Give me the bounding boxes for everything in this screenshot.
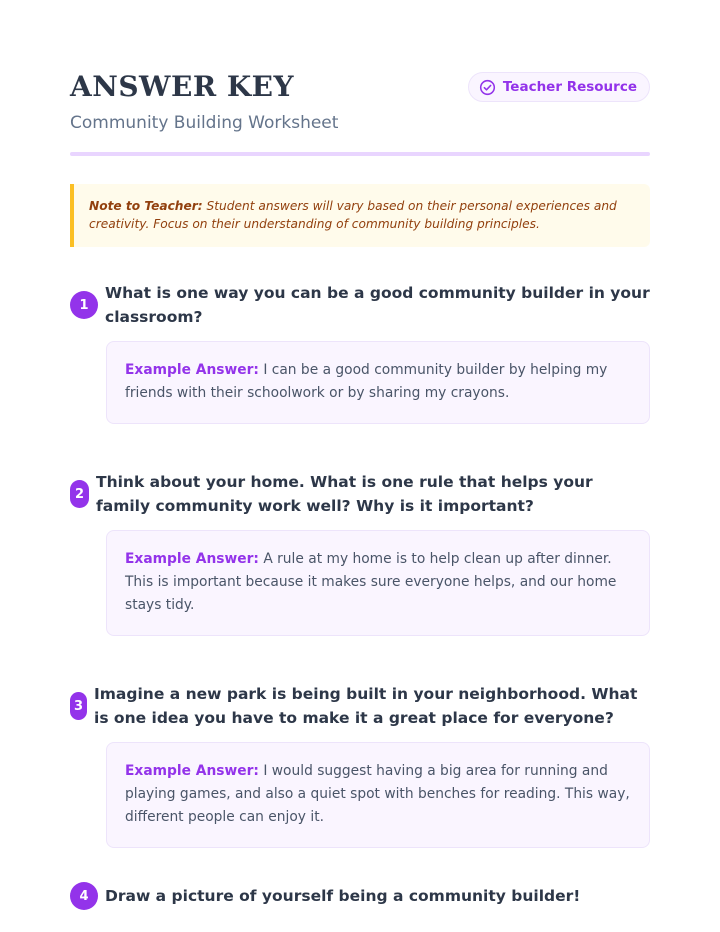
header-divider bbox=[70, 152, 650, 156]
question-number-badge: 3 bbox=[70, 692, 87, 720]
check-circle-icon bbox=[479, 79, 496, 96]
question-2 bbox=[70, 470, 650, 636]
question-number-badge: 1 bbox=[70, 291, 98, 319]
teacher-note bbox=[70, 184, 650, 247]
header bbox=[70, 0, 650, 156]
question-number-badge: 4 bbox=[70, 882, 98, 910]
teacher-resource-badge bbox=[468, 72, 650, 102]
question-text: What is one way you can be a good community builder in your classroom? bbox=[105, 284, 650, 326]
question-row bbox=[70, 470, 650, 518]
answer-label: Example Answer: bbox=[125, 551, 259, 567]
question-row bbox=[70, 882, 650, 910]
note-text: Student answers will vary based on their personal experiences and creativity. Focus on their understanding of community building principles. bbox=[89, 199, 617, 231]
answer-text: A rule at my home is to help clean up after dinner. This is important because it makes sure everyone helps, and our home stays tidy. bbox=[125, 551, 617, 613]
answer-text: I can be a good community builder by helping my friends with their schoolwork or by sharing my crayons. bbox=[125, 362, 608, 401]
answer-box bbox=[106, 742, 650, 848]
question-text: Imagine a new park is being built in your neighborhood. What is one idea you have to make it a great place for everyone? bbox=[94, 685, 638, 727]
answer-label: Example Answer: bbox=[125, 362, 259, 378]
question-text: Draw a picture of yourself being a community builder! bbox=[105, 887, 581, 905]
question-row bbox=[70, 281, 650, 329]
question-row bbox=[70, 682, 650, 730]
answer-text: I would suggest having a big area for running and playing games, and also a quiet spot with benches for reading. This way, different people can enjoy it. bbox=[125, 763, 630, 825]
answer-box bbox=[106, 341, 650, 424]
page-subtitle: Community Building Worksheet bbox=[70, 113, 339, 133]
note-label: Note to Teacher: bbox=[89, 199, 203, 213]
question-1 bbox=[70, 281, 650, 424]
answer-box bbox=[106, 530, 650, 636]
badge-label: Teacher Resource bbox=[502, 79, 637, 95]
question-3 bbox=[70, 682, 650, 848]
question-number-badge: 2 bbox=[70, 480, 89, 508]
answer-label: Example Answer: bbox=[125, 763, 259, 779]
question-text: Think about your home. What is one rule that helps your family community work well? Why is it important? bbox=[96, 473, 593, 515]
question-4 bbox=[70, 882, 650, 910]
page-title: ANSWER KEY bbox=[70, 70, 295, 103]
